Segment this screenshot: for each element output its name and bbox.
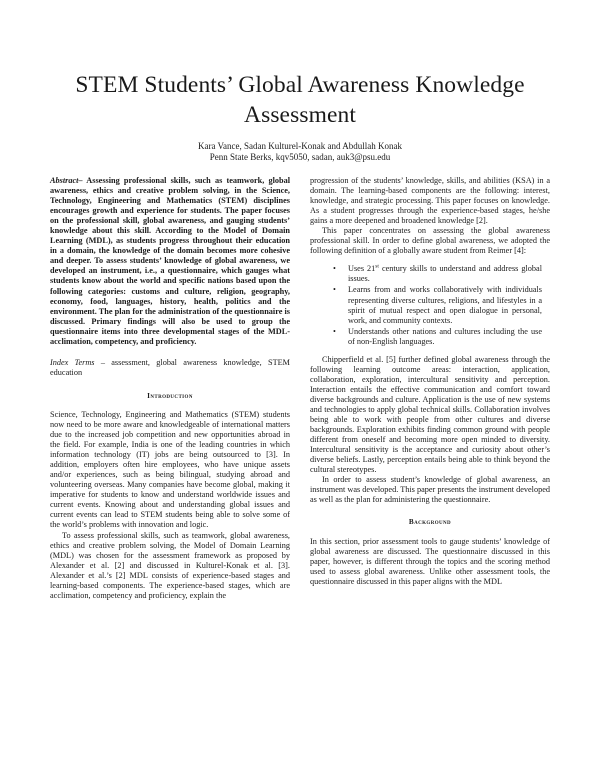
two-column-body <box>50 176 550 601</box>
globally-aware-list <box>310 264 550 346</box>
author-affiliation: Penn State Berks, kqv5050, sadan, auk3@psu.edu <box>209 152 391 162</box>
right-paragraph-2: This paper concentrates on assessing the global awareness professional skill. In order to define global awareness, we adopted the following definition of a globally aware student from Reimer [4]: <box>310 226 550 256</box>
right-paragraph-1: progression of the students’ knowledge, skills, and abilities (KSA) in a domain. The learning-based components are the following: interest, knowledge, and strategic processing. This paper focuses on knowledge. As a student progresses through the experience-based stages, he/she gains a more deepened and broadened knowledge [2]. <box>310 176 550 226</box>
list-item: • Understands other nations and cultures including the use of non-English languages. <box>333 326 542 346</box>
abstract <box>50 176 290 347</box>
bullet-icon: • <box>333 285 336 295</box>
paper-title: STEM Students’ Global Awareness Knowledge Assessment <box>75 72 525 128</box>
left-column <box>50 176 290 601</box>
abstract-label: Abstract <box>50 176 79 185</box>
intro-paragraph-1: Science, Technology, Engineering and Mathematics (STEM) students now need to be more aware and knowledgeable of international matters due to the increased job competition and new opportunities abroad in the field. For example, India is one of the leading countries in which information technology (IT) jobs are being outsourced to [3]. In addition, employers often hire employees, who have unique assets and/or experiences, such as being bilingual, studying abroad and volunteering overseas. Many companies have become global, making it imperative for students to know and understand worldwide issues and current events. Knowing about and understanding global issues and current events can lead to STEM students being able to solve some of the world’s problems with innovation and logic. <box>50 409 290 530</box>
right-paragraph-4: In order to assess student’s knowledge of global awareness, an instrument was developed. This paper presents the instrument developed as well as the plan for administering the questionnaire. <box>310 475 550 505</box>
author-block <box>50 141 550 163</box>
section-heading-introduction: Introduction <box>147 391 193 400</box>
bullet-icon: • <box>333 326 336 336</box>
index-terms-label: Index Terms <box>50 357 95 367</box>
author-names: Kara Vance, Sadan Kulturel-Konak and Abdullah Konak <box>197 141 403 151</box>
list-item: • Learns from and works collaboratively with individuals representing diverse cultures, religions, and lifestyles in a spirit of mutual respect and open dialogue in personal, work, and community contexts. <box>333 285 542 325</box>
right-paragraph-3: Chipperfield et al. [5] further defined global awareness through the following learning outcome areas: interaction, application, collaboration, exploration, intercultural sensitivity and perception. Interaction entails the effective communication and comfort toward diverse backgrounds and culture. Application is the use of new systems and technologies to apply global technical skills. Collaboration involves being able to work with people from other cultures and diverse backgrounds. Exploration exhibits finding common ground with people different from oneself and becoming more open minded to diversity. Intercultural sensitivity is the acceptance and curiosity about other’s diverse beliefs. Lastly, perception entails being able to think beyond the cultural stereotypes. <box>310 354 550 475</box>
index-terms <box>50 358 290 378</box>
intro-paragraph-2: To assess professional skills, such as teamwork, global awareness, ethics and creative problem solving, the Model of Domain Learning (MDL) was chosen for the assessment framework as proposed by Alexander et al. [2] and discussed in Kulturel-Konak et al. [3]. Alexander et al.’s [2] MDL consists of experience-based stages and learning-based components. The experience-based stages, which are acclimation, competency and proficiency, explain the <box>50 530 290 600</box>
background-paragraph-1: In this section, prior assessment tools to gauge students’ knowledge of global awareness are discussed. The questionnaire discussed in this paper, however, is different through the topics and the scoring method used to assess global awareness. Unlike other assessment tools, the questionnaire discussed in this paper aligns with the MDL <box>310 536 550 586</box>
bullet-icon: • <box>333 264 336 274</box>
index-terms-text: – assessment, global awareness knowledge, STEM education <box>50 357 290 377</box>
abstract-text: – Assessing professional skills, such as teamwork, global awareness, ethics and creative problem solving, in the Science, Technology, Engineering and Mathematics (STEM) disciplines encourages growth and experience for students. The paper focuses on the professional skill, global awareness, and gauging students’ knowledge about this skill. According to the Model of Domain Learning (MDL), as students progress throughout their education in a domain, the knowledge of the domain becomes more cohesive and deeper. To assess students’ knowledge of global awareness, we developed an instrument, i.e., a questionnaire, which gauges what students know about the world and specific nations based upon the following categories: customs and culture, religion, geography, economy, food, languages, history, health, politics and the environment. The plan for the administration of the questionnaire is discussed. Primary findings will also be used to group the questionnaire items into three developmental stages of the MDL- acclimation, competency, and proficiency. <box>50 176 290 346</box>
list-item: • Uses 21st century skills to understand and address global issues. <box>333 263 542 284</box>
right-column <box>310 176 550 601</box>
section-heading-background: Background <box>408 518 452 527</box>
